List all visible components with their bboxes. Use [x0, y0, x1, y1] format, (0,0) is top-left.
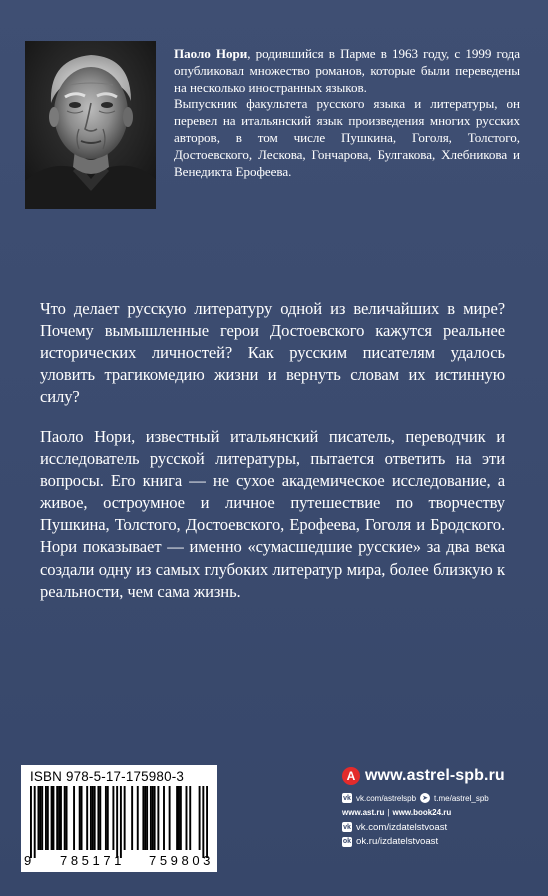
barcode-bar [152, 786, 154, 850]
telegram-icon: ➤ [420, 793, 430, 803]
barcode-bar [137, 786, 139, 850]
barcode-bar [41, 786, 43, 850]
blurb-paragraph-2: Паоло Нори, известный итальянский писатель, переводчик и исследователь русской литературы, пытается ответить на эти вопросы. Его книга — не сухое академическое исследование, а живое, остроумное и личное путешествие по творчеству Пушкина, Толстого, Достоевского, Ерофеева, Гоголя и Бродского. Нори показывает — именно «сумасшедшие русские» за два века создали одну из самых глубоких литератур мира, более близкую к реальности, чем сама жизнь. [40, 427, 505, 601]
author-photo-image [25, 41, 156, 209]
barcode-guard-bar [206, 786, 208, 858]
vk-icon: vk [343, 823, 351, 831]
barcode-digit-group-1: 785171 [60, 853, 125, 868]
author-portrait [25, 41, 156, 209]
barcode-bar [97, 786, 99, 850]
barcode-bar [99, 786, 101, 850]
barcode-bar [58, 786, 60, 850]
barcode-bar [150, 786, 152, 850]
barcode-bar [163, 786, 165, 850]
barcode-bar [39, 786, 41, 850]
barcode-guard-bar [116, 786, 118, 858]
barcode-bar [64, 786, 66, 850]
social-links-row [342, 791, 532, 806]
main-site-link[interactable] [342, 765, 532, 787]
barcode-bar [154, 786, 156, 850]
barcode-bar [51, 786, 53, 850]
barcode-bar [112, 786, 114, 850]
vk-izdatel-link[interactable]: vk.com/izdatelstvoast [356, 821, 448, 833]
author-bio-paragraph-2: Выпускник факультета русского языка и литературы, он перевел на итальянский язык произведения многих русских авторов, в том числе Пушкина, Гоголя, Толстого, Достоевского, Лескова, Гончарова, Булгакова, Хлебникова и Венедикта Ерофеева. [174, 96, 520, 179]
ok-icon: ok [342, 838, 352, 846]
sites-row [342, 806, 532, 821]
barcode-bar [107, 786, 109, 850]
ast-site-link[interactable]: www.ast.ru [342, 808, 385, 818]
barcode-bars [30, 786, 208, 858]
barcode-digit-lead: 9 [24, 853, 32, 868]
barcode-digits [24, 853, 214, 868]
author-bio-paragraph-1 [174, 46, 520, 96]
ok-izdatel-row [342, 835, 532, 850]
barcode-bar [73, 786, 75, 850]
barcode-guard-bar [202, 786, 204, 858]
barcode-bar [79, 786, 81, 850]
blurb-paragraph-1: Что делает русскую литературу одной из величайших в мире? Почему вымышленные герои Достоевского кажутся реальнее исторических личностей? Как русским писателям удалось уловить трагикомедию жизни и вернуть словам их истинную силу? [40, 299, 505, 407]
barcode-bar [131, 786, 133, 850]
publisher-links [342, 765, 532, 849]
book24-link[interactable]: www.book24.ru [392, 808, 452, 818]
barcode-bar [56, 786, 58, 850]
barcode-guard-bar [34, 786, 36, 858]
barcode-bar [169, 786, 171, 850]
ok-izdatel-link[interactable]: ok.ru/izdatelstvoast [356, 836, 439, 848]
author-bio [174, 46, 520, 180]
barcode-bar [180, 786, 182, 850]
barcode-bar [86, 786, 88, 850]
isbn-barcode [21, 765, 217, 872]
separator: | [387, 808, 390, 818]
telegram-link[interactable]: t.me/astrel_spb [434, 793, 489, 803]
barcode-bar [176, 786, 178, 850]
barcode-bar [60, 786, 62, 850]
barcode-guard-bar [120, 786, 122, 858]
barcode-bar [199, 786, 201, 850]
barcode-digit-group-2: 759803 [149, 853, 214, 868]
barcode-bar [189, 786, 191, 850]
barcode-bar [90, 786, 92, 850]
barcode-bar [186, 786, 188, 850]
isbn-label: ISBN 978-5-17-175980-3 [30, 769, 185, 784]
barcode-guard-bar [30, 786, 32, 858]
barcode-bar [92, 786, 94, 850]
vk-astrel-link[interactable]: vk.com/astrelspb [356, 793, 417, 803]
barcode-bar [52, 786, 54, 850]
barcode-bar [146, 786, 148, 850]
barcode-bar [157, 786, 159, 850]
author-name: Паоло Нори [174, 46, 248, 61]
publisher-logo-icon: А [342, 767, 360, 785]
main-site-url: www.astrel-spb.ru [365, 767, 505, 784]
vk-icon: vk [343, 794, 351, 802]
barcode-bar [124, 786, 126, 850]
barcode-bar [142, 786, 144, 850]
barcode-bar [144, 786, 146, 850]
barcode-bar [47, 786, 49, 850]
barcode-bar [66, 786, 68, 850]
barcode-bar [81, 786, 83, 850]
barcode-bar [178, 786, 180, 850]
barcode-bar [37, 786, 39, 850]
author-bio-intro: , родившийся в Парме в 1963 году, с 1999 года опубликовал множество романов, которые были переведены на несколько иностранных языков. [174, 46, 520, 95]
barcode-bar [45, 786, 47, 850]
vk-izdatel-row [342, 820, 532, 835]
barcode-bar [94, 786, 96, 850]
barcode-bar [105, 786, 107, 850]
